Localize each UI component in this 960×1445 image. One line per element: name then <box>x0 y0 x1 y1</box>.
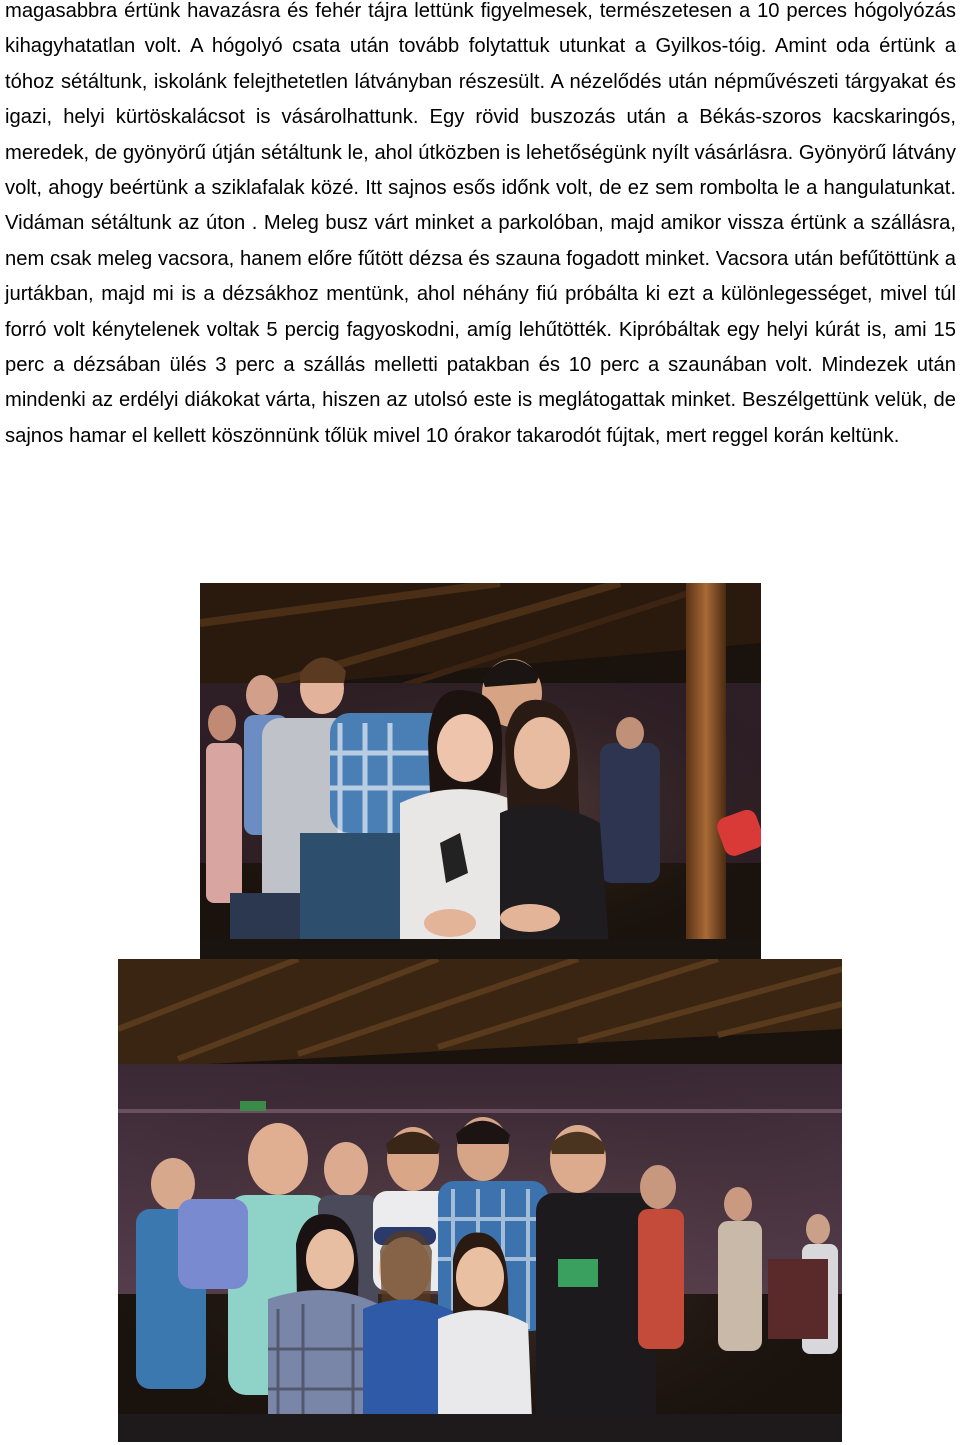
party-photo-group <box>118 959 842 1442</box>
party-photo-closeup <box>200 583 761 959</box>
body-paragraph: magasabbra értünk havazásra és fehér tájra lettünk figyelmesek, természetesen a 10 perces hógolyózás kihagyhatatlan volt. A hógolyó csata után tovább folytattuk utunkat a Gyilkos-tóig. Amint oda értünk a tóhoz sétáltunk, iskolánk felejthetetlen látványban részesült. A nézelődés után népművészeti tárgyakat és igazi, helyi kürtöskalácsot is vásárolhattunk. Egy rövid buszozás után a Békás-szoros kacskaringós, meredek, de gyönyörű útján sétáltunk le, ahol útközben is lehetőségünk nyílt vásárlásra. Gyönyörű látvány volt, ahogy beértünk a sziklafalak közé. Itt sajnos esős időnk volt, de ez sem rombolta le a hangulatunkat. Vidáman sétáltunk az úton . Meleg busz várt minket a parkolóban, majd amikor vissza értünk a szállásra, nem csak meleg vacsora, hanem előre fűtött dézsa és szauna fogadott minket. Vacsora után befűtöttünk a jurtákban, majd mi is a dézsákhoz mentünk, ahol néhány fiú próbálta ki ezt a különlegességet, mivel túl forró volt kénytelenek voltak 5 percig fagyoskodni, amíg lehűtötték. Kipróbáltak egy helyi kúrát is, ami 15 perc a dézsában ülés 3 perc a szállás melletti patakban és 10 perc a szaunában volt. Mindezek után mindenki az erdélyi diákokat várta, hiszen az utolsó este is meglátogattak minket. Beszélgettünk velük, de sajnos hamar el kellett köszönnünk tőlük mivel 10 órakor takarodót fújtak, mert reggel korán keltünk. <box>5 0 956 447</box>
